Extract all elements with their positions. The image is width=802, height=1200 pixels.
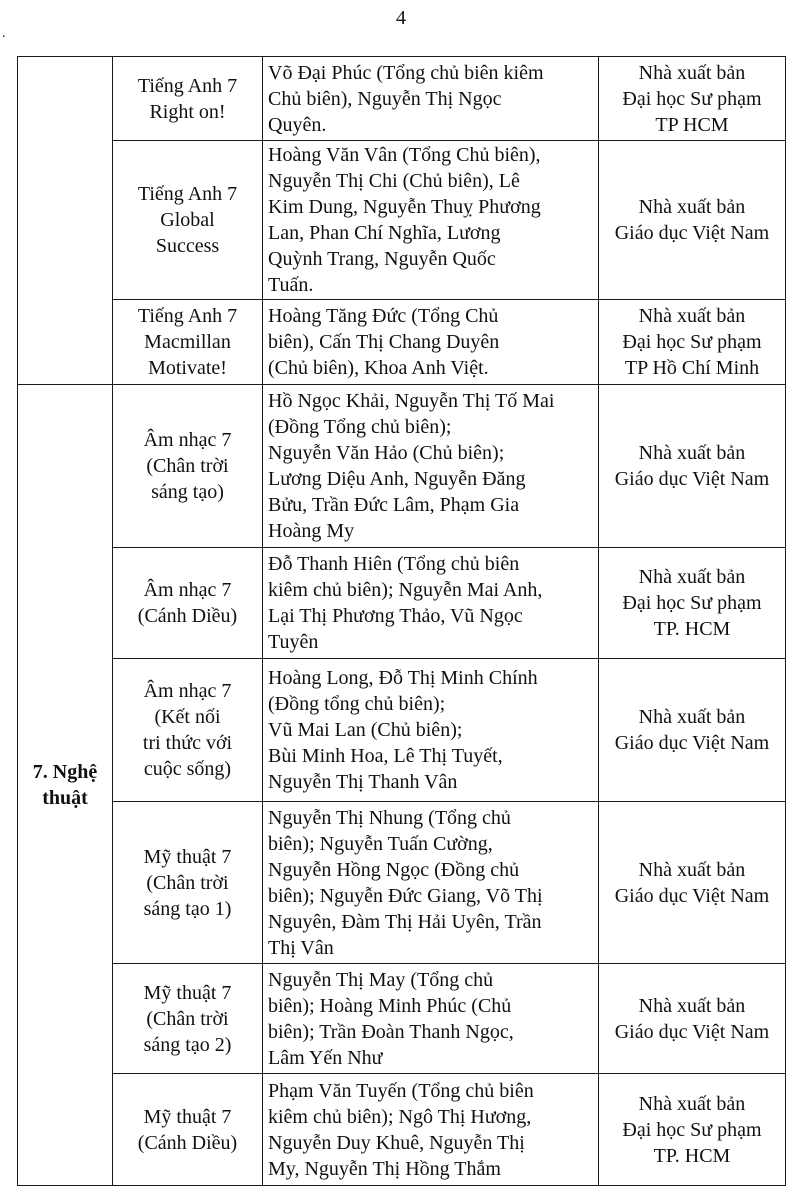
authors-cell: Hoàng Văn Vân (Tổng Chủ biên), Nguyễn Thị Chi (Chủ biên), Lê Kim Dung, Nguyễn Thuỵ Phương Lan, Phan Chí Nghĩa, Lương Quỳnh Trang, Nguyễn Quốc Tuấn. (263, 141, 599, 300)
book-title-cell: Tiếng Anh 7 Macmillan Motivate! (113, 300, 263, 385)
table-row (18, 300, 786, 385)
subject-cell-continued (18, 57, 113, 385)
book-title-cell: Tiếng Anh 7 Right on! (113, 57, 263, 141)
table-row (18, 385, 786, 548)
authors-cell: Hoàng Tăng Đức (Tổng Chủ biên), Cấn Thị Chang Duyên (Chủ biên), Khoa Anh Việt. (263, 300, 599, 385)
publisher-cell: Nhà xuất bản Đại học Sư phạm TP HCM (599, 57, 786, 141)
authors-cell: Hồ Ngọc Khải, Nguyễn Thị Tố Mai (Đồng Tổng chủ biên); Nguyễn Văn Hảo (Chủ biên); Lương Diệu Anh, Nguyễn Đăng Bửu, Trần Đức Lâm, Phạm Gia Hoàng My (263, 385, 599, 548)
table-row (18, 659, 786, 802)
publisher-cell: Nhà xuất bản Đại học Sư phạm TP. HCM (599, 548, 786, 659)
book-title-cell: Tiếng Anh 7 Global Success (113, 141, 263, 300)
table-row (18, 1074, 786, 1186)
authors-cell: Đỗ Thanh Hiên (Tổng chủ biên kiêm chủ biên); Nguyễn Mai Anh, Lại Thị Phương Thảo, Vũ Ngọc Tuyên (263, 548, 599, 659)
book-title-cell: Âm nhạc 7 (Chân trời sáng tạo) (113, 385, 263, 548)
publisher-cell: Nhà xuất bản Giáo dục Việt Nam (599, 964, 786, 1074)
table-row (18, 802, 786, 964)
book-title-cell: Âm nhạc 7 (Kết nối tri thức với cuộc sống) (113, 659, 263, 802)
book-title-cell: Mỹ thuật 7 (Cánh Diều) (113, 1074, 263, 1186)
authors-cell: Võ Đại Phúc (Tổng chủ biên kiêm Chủ biên), Nguyễn Thị Ngọc Quyên. (263, 57, 599, 141)
publisher-cell: Nhà xuất bản Giáo dục Việt Nam (599, 141, 786, 300)
stray-mark: . (2, 26, 6, 41)
publisher-cell: Nhà xuất bản Giáo dục Việt Nam (599, 659, 786, 802)
book-title-cell: Mỹ thuật 7 (Chân trời sáng tạo 1) (113, 802, 263, 964)
page-number: 4 (396, 7, 406, 29)
publisher-cell: Nhà xuất bản Giáo dục Việt Nam (599, 385, 786, 548)
publisher-cell: Nhà xuất bản Giáo dục Việt Nam (599, 802, 786, 964)
subject-cell: 7. Nghệ thuật (18, 385, 113, 1186)
table-row (18, 964, 786, 1074)
publisher-cell: Nhà xuất bản Đại học Sư phạm TP Hồ Chí Minh (599, 300, 786, 385)
authors-cell: Phạm Văn Tuyến (Tổng chủ biên kiêm chủ biên); Ngô Thị Hương, Nguyễn Duy Khuê, Nguyễn Thị My, Nguyễn Thị Hồng Thắm (263, 1074, 599, 1186)
table-row (18, 141, 786, 300)
authors-cell: Nguyễn Thị May (Tổng chủ biên); Hoàng Minh Phúc (Chủ biên); Trần Đoàn Thanh Ngọc, Lâm Yến Như (263, 964, 599, 1074)
textbook-table (17, 56, 786, 1186)
publisher-cell: Nhà xuất bản Đại học Sư phạm TP. HCM (599, 1074, 786, 1186)
authors-cell: Hoàng Long, Đỗ Thị Minh Chính (Đồng tổng chủ biên); Vũ Mai Lan (Chủ biên); Bùi Minh Hoa, Lê Thị Tuyết, Nguyễn Thị Thanh Vân (263, 659, 599, 802)
book-title-cell: Âm nhạc 7 (Cánh Diều) (113, 548, 263, 659)
table-row (18, 548, 786, 659)
authors-cell: Nguyễn Thị Nhung (Tổng chủ biên); Nguyễn Tuấn Cường, Nguyễn Hồng Ngọc (Đồng chủ biên); Nguyễn Đức Giang, Võ Thị Nguyên, Đàm Thị Hải Uyên, Trần Thị Vân (263, 802, 599, 964)
book-title-cell: Mỹ thuật 7 (Chân trời sáng tạo 2) (113, 964, 263, 1074)
table-row (18, 57, 786, 141)
